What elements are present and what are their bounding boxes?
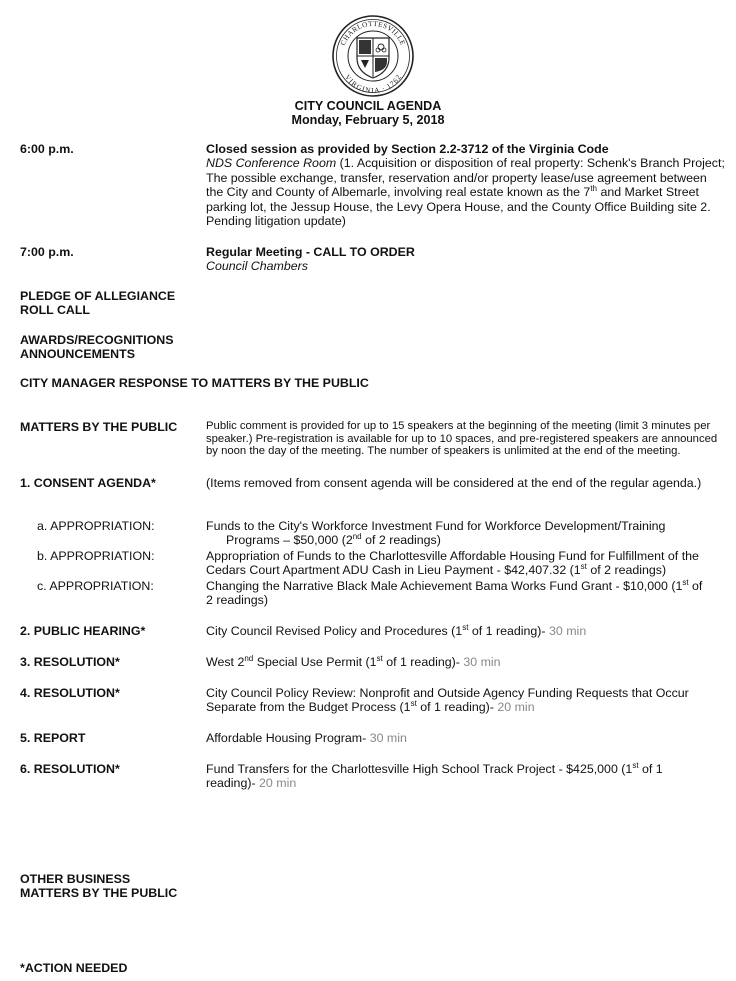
consent-item-b-sup: st (580, 561, 587, 571)
closing-matters-public-heading: MATTERS BY THE PUBLIC (20, 886, 178, 900)
agenda-item-2-label: 2. PUBLIC HEARING* (20, 624, 146, 638)
closed-session-description (206, 156, 726, 229)
matters-public-label: MATTERS BY THE PUBLIC (20, 420, 178, 434)
city-manager-heading: CITY MANAGER RESPONSE TO MATTERS BY THE PUBLIC (20, 376, 369, 390)
city-seal-graphic (331, 14, 415, 98)
consent-item-a-text: Programs – $50,000 (2 (226, 533, 353, 547)
agenda-item-5-text-a: Affordable Housing Program- (206, 731, 370, 745)
agenda-item-6-sup: st (632, 760, 639, 770)
agenda-item-3-duration: 30 min (463, 655, 501, 669)
consent-item-a-sup: nd (352, 531, 362, 541)
agenda-item-6-text-a: Fund Transfers for the Charlottesville High School Track Project - $425,000 (1 (206, 762, 633, 776)
consent-item-b-text-b: of 2 readings) (586, 563, 667, 577)
consent-item-a-line2 (226, 533, 441, 548)
consent-item-c-label: c. APPROPRIATION: (37, 579, 154, 593)
agenda-item-3-label: 3. RESOLUTION* (20, 655, 120, 669)
consent-agenda-note: (Items removed from consent agenda will be considered at the end of the regular agenda.) (206, 476, 702, 490)
roll-call-heading: ROLL CALL (20, 303, 90, 317)
city-seal (331, 14, 415, 98)
consent-item-b-line2 (206, 563, 726, 578)
agenda-date: Monday, February 5, 2018 (291, 113, 445, 127)
consent-item-c-text: Changing the Narrative Black Male Achievement Bama Works Fund Grant - $10,000 (1 (206, 579, 683, 593)
other-business-heading: OTHER BUSINESS (20, 872, 131, 886)
awards-heading: AWARDS/RECOGNITIONS (20, 333, 174, 347)
seal-ring-top: CHARLOTTESVILLE (339, 19, 407, 47)
agenda-item-3-text-c: of 1 reading)- (382, 655, 464, 669)
regular-meeting-heading: Regular Meeting - CALL TO ORDER (206, 245, 415, 259)
agenda-item-5-label: 5. REPORT (20, 731, 86, 745)
consent-item-c-line2: 2 readings) (206, 593, 268, 607)
consent-agenda-label: 1. CONSENT AGENDA* (20, 476, 156, 490)
consent-item-a-line1: Funds to the City's Workforce Investment Fund for Workforce Development/Training (206, 519, 666, 533)
seal-ring-bottom: VIRGINIA · 1762 (343, 73, 404, 95)
agenda-item-6-text-c: reading)- (206, 776, 260, 790)
agenda-item-2-text-a: City Council Revised Policy and Procedures (1 (206, 624, 463, 638)
closed-session-sup: th (590, 183, 597, 193)
matters-public-text: Public comment is provided for up to 15 speakers at the beginning of the meeting (limit 3 minutes per speaker.) Pre-registration is available for up to 10 spaces, and pre-registered speakers are announced by noon the day of the meeting. The number of speakers is unlimited at the end of the meeting. (206, 420, 718, 458)
agenda-item-3-text-a: West 2 (206, 655, 245, 669)
consent-item-a-text-b: of 2 readings) (361, 533, 441, 547)
pledge-heading: PLEDGE OF ALLEGIANCE (20, 289, 176, 303)
closed-session-room: NDS Conference Room (206, 156, 337, 170)
agenda-item-4-label: 4. RESOLUTION* (20, 686, 120, 700)
agenda-item-5-text (206, 731, 726, 746)
consent-item-b-line1: Appropriation of Funds to the Charlottesville Affordable Housing Fund for Fulfillment of the (206, 549, 699, 563)
agenda-item-4-duration: 20 min (497, 700, 535, 714)
consent-item-a-label: a. APPROPRIATION: (37, 519, 155, 533)
agenda-item-2-sup: st (462, 622, 469, 632)
agenda-title: CITY COUNCIL AGENDA (294, 99, 442, 113)
agenda-item-4-line1: City Council Policy Review: Nonprofit and Outside Agency Funding Requests that Occur (206, 686, 689, 700)
closed-session-heading: Closed session as provided by Section 2.2-3712 of the Virginia Code (206, 142, 609, 156)
closed-session-text-b: and Market Street parking lot, the Jessup House, the Levy Opera House, and the County Office Building site 2. Pending litigation update) (206, 185, 711, 228)
agenda-item-3-sup: nd (244, 653, 254, 663)
agenda-item-3-text-b: Special Use Permit (1 (253, 655, 377, 669)
action-needed-note: *ACTION NEEDED (20, 961, 128, 975)
agenda-item-5-duration: 30 min (369, 731, 407, 745)
agenda-item-6-label: 6. RESOLUTION* (20, 762, 120, 776)
closed-session-text-a: (1. Acquisition or disposition of real property: Schenk's Branch Project; The possible exchange, transfer, reservation and/or property lease/use agreement between the City and County of Albemarle, involving real estate known as the 7 (206, 156, 725, 199)
agenda-item-6-text-b: of 1 (638, 762, 663, 776)
consent-item-c-line1 (206, 579, 726, 594)
agenda-item-2-text (206, 624, 726, 639)
agenda-item-6-line1 (206, 762, 726, 777)
agenda-item-4-line2 (206, 700, 726, 715)
agenda-item-3-text (206, 655, 726, 670)
consent-item-c-sup: st (682, 577, 689, 587)
regular-meeting-room: Council Chambers (206, 259, 308, 273)
agenda-item-2-text-b: of 1 reading)- (468, 624, 550, 638)
consent-item-c-text-b: of (688, 579, 703, 593)
closed-session-time: 6:00 p.m. (20, 142, 74, 156)
regular-meeting-time: 7:00 p.m. (20, 245, 74, 259)
agenda-item-3-sup2: st (376, 653, 383, 663)
agenda-item-4-sup: st (410, 698, 417, 708)
agenda-item-6-duration: 20 min (259, 776, 297, 790)
agenda-item-2-duration: 30 min (549, 624, 587, 638)
consent-item-b-text: Cedars Court Apartment ADU Cash in Lieu Payment - $42,407.32 (1 (206, 563, 581, 577)
consent-item-b-label: b. APPROPRIATION: (37, 549, 155, 563)
agenda-item-4-text-a: Separate from the Budget Process (1 (206, 700, 411, 714)
agenda-item-6-line2 (206, 776, 726, 791)
announcements-heading: ANNOUNCEMENTS (20, 347, 135, 361)
agenda-item-4-text-b: of 1 reading)- (416, 700, 498, 714)
